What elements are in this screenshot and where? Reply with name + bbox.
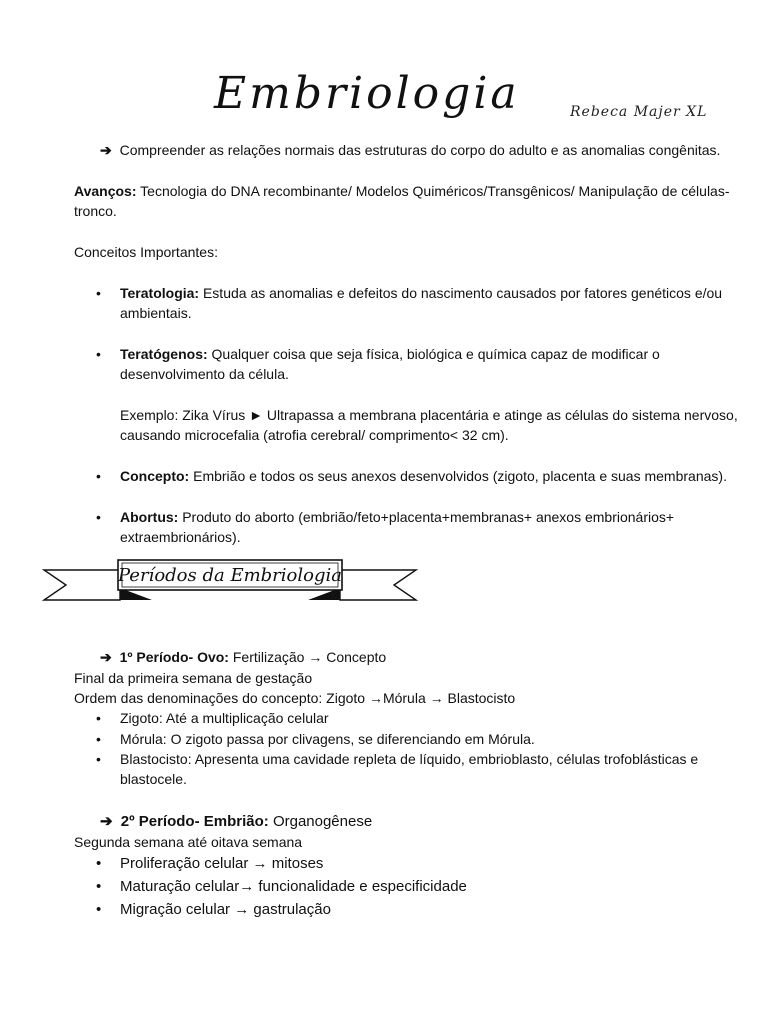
bullet-icon: • <box>96 509 101 525</box>
concept-item <box>120 466 727 487</box>
period1-heading <box>100 647 386 668</box>
arrow-icon: ➔ <box>100 649 112 665</box>
period2-line-a: Segunda semana até oitava semana <box>74 834 303 850</box>
concept-text-continued: extraembrionários). <box>120 529 241 545</box>
concept-term: Concepto: <box>120 468 190 484</box>
list-item: Mórula: O zigoto passa por clivagens, se diferenciando em Mórula. <box>120 731 535 747</box>
period2-heading <box>100 811 372 832</box>
list-item: Migração celular → gastrulação <box>120 901 331 918</box>
concept-text-continued: desenvolvimento da célula. <box>120 366 289 382</box>
list-item: Proliferação celular → mitoses <box>120 855 324 872</box>
concept-term: Teratógenos: <box>120 346 208 362</box>
period1-line-b: Ordem das denominações do concepto: Zigoto →Mórula → Blastocisto <box>74 690 516 706</box>
period1-label: 1º Período- Ovo: <box>119 649 229 665</box>
list-item: Blastocisto: Apresenta uma cavidade repleta de líquido, embrioblasto, células trofoblásticas e <box>120 751 699 767</box>
advances-line-2: tronco. <box>74 203 117 219</box>
advances-label: Avanços: <box>74 183 137 199</box>
ribbon-right-tail <box>340 570 416 600</box>
bullet-icon: • <box>96 468 101 484</box>
bullet-icon: • <box>96 878 102 895</box>
list-item-continued: blastocele. <box>120 771 187 787</box>
arrow-icon: ➔ <box>100 813 113 830</box>
list-item: Zigoto: Até a multiplicação celular <box>120 710 329 726</box>
objective-line <box>100 140 720 161</box>
objective-text: Compreender as relações normais das estruturas do corpo do adulto e as anomalias congênitas. <box>119 142 721 158</box>
example-line-2: causando microcefalia (atrofia cerebral/ comprimento< 32 cm). <box>120 427 509 443</box>
author-signature: Rebeca Majer XL <box>570 104 708 120</box>
section-ribbon-banner <box>40 558 420 608</box>
concept-text: Produto do aborto (embrião/feto+placenta+membranas+ anexos embrionários+ <box>182 509 675 525</box>
concepts-heading: Conceitos Importantes: <box>74 244 218 260</box>
bullet-icon: • <box>96 855 102 872</box>
list-item: Maturação celular→ funcionalidade e especificidade <box>120 878 467 895</box>
arrow-icon: ➔ <box>100 142 112 158</box>
section-banner-title: Períodos da Embriologia <box>118 565 342 586</box>
period1-text: Fertilização → Concepto <box>232 649 387 665</box>
concept-term: Abortus: <box>120 509 179 525</box>
concept-item <box>120 344 660 365</box>
example-line-1: Exemplo: Zika Vírus ► Ultrapassa a membrana placentária e atinge as células do sistema nervoso, <box>120 407 738 423</box>
concept-item <box>120 283 722 304</box>
bullet-icon: • <box>96 710 101 726</box>
bullet-icon: • <box>96 751 101 767</box>
advances-text: Tecnologia do DNA recombinante/ Modelos Quiméricos/Transgênicos/ Manipulação de células- <box>140 183 730 199</box>
period2-label: 2º Período- Embrião: <box>120 813 269 830</box>
page-title: Embriologia <box>214 68 520 119</box>
period1-line-a: Final da primeira semana de gestação <box>74 670 313 686</box>
period2-text: Organogênese <box>272 813 373 830</box>
bullet-icon: • <box>96 731 101 747</box>
advances-line-1 <box>74 181 730 202</box>
concept-text-continued: ambientais. <box>120 305 192 321</box>
concept-text: Estuda as anomalias e defeitos do nascimento causados por fatores genéticos e/ou <box>202 285 723 301</box>
concept-text: Qualquer coisa que seja física, biológica e química capaz de modificar o <box>211 346 660 362</box>
bullet-icon: • <box>96 901 102 918</box>
ribbon-left-tail <box>44 570 120 600</box>
bullet-icon: • <box>96 346 101 362</box>
concept-item <box>120 507 674 528</box>
bullet-icon: • <box>96 285 101 301</box>
concept-text: Embrião e todos os seus anexos desenvolvidos (zigoto, placenta e suas membranas). <box>193 468 727 484</box>
concept-term: Teratologia: <box>120 285 200 301</box>
